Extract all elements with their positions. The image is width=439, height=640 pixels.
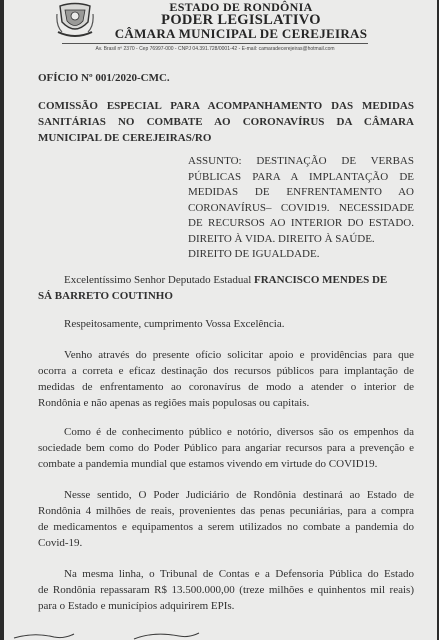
document-number: OFÍCIO Nº 001/2020-CMC.	[38, 72, 170, 84]
subject-line: DIREITO DE IGUALDADE.	[188, 248, 320, 260]
letterhead	[4, 0, 437, 64]
paragraph-3-line: Covid-19.	[38, 537, 83, 549]
addressee-line-1	[64, 272, 414, 288]
document-page	[4, 0, 437, 640]
addressee-prefix: Excelentíssimo Senhor Deputado Estadual	[64, 274, 252, 286]
heading-line-2: SANITÁRIAS NO COMBATE AO CORONAVÍRUS DA CÂMARA	[38, 116, 414, 128]
paragraph-1-line: Venho através do presente ofício solicitar apoio e providências para que	[64, 349, 414, 361]
subject-line: DE RECURSOS AO INTERIOR DO ESTADO.	[188, 217, 414, 229]
paragraph-1-line: medidas de enfrentamento ao coronavírus de modo a atender o interior de	[38, 381, 414, 393]
paragraph-2-line: Como é de conhecimento público e notório, diversos são os empenhos da	[64, 426, 414, 438]
letterhead-branch: PODER LEGISLATIVO	[161, 12, 321, 28]
paragraph-2-line: sociedade bem como do Poder Público para angariar recursos para a prevenção e	[38, 442, 414, 454]
paragraph-3-line: de medicamentos e equipamentos a serem utilizados no combate a pandemia do	[38, 521, 414, 533]
paragraph-1-line: ocorra a correta e eficaz destinação dos recursos públicos para implantação de	[38, 365, 414, 377]
letterhead-chamber: CÂMARA MUNICIPAL DE CEREJEIRAS	[114, 26, 368, 41]
signature-marks	[4, 630, 437, 640]
paragraph-4-line: de Rondônia repassaram R$ 13.500.000,00 (treze milhões e quinhentos mil reais)	[38, 584, 414, 596]
heading-line-1: COMISSÃO ESPECIAL PARA ACOMPANHAMENTO DAS MEDIDAS	[38, 100, 414, 112]
paragraph-3-line: Rondônia 4 milhões de reais, provenientes das penas pecuniárias, para a compra	[38, 505, 414, 517]
letterhead-state: ESTADO DE RONDÔNIA	[169, 0, 313, 14]
subject-line: ASSUNTO: DESTINAÇÃO DE VERBAS	[188, 155, 414, 167]
letterhead-divider	[62, 43, 368, 44]
subject-line: MEDIDAS DE ENFRENTAMENTO AO	[188, 186, 414, 198]
addressee-name: FRANCISCO MENDES DE	[254, 274, 388, 286]
paragraph-4-line: Na mesma linha, o Tribunal de Contas e a Defensoria Pública do Estado	[64, 568, 414, 580]
paragraph-3-line: Nesse sentido, O Poder Judiciário de Rondônia destinará ao Estado de	[64, 489, 414, 501]
paragraph-2-line: combate a pandemia mundial que estamos vivendo em virtude do COVID19.	[38, 458, 378, 470]
subject-line: DIREITO À VIDA. DIREITO À SAÚDE.	[188, 232, 375, 245]
coat-of-arms-icon	[56, 2, 94, 38]
subject-line: CORONAVÍRUS– COVID19. NECESSIDADE	[188, 201, 414, 214]
paragraph-1-line: Rondônia e não apenas as regiões mais populosas ou capitais.	[38, 397, 310, 409]
addressee-line-2: SÁ BARRETO COUTINHO	[38, 290, 173, 302]
heading-line-3: MUNICIPAL DE CEREJEIRAS/RO	[38, 132, 212, 144]
letterhead-contact: Av. Brasil nº 2370 - Cep 76997-000 - CNPJ 04.391.728/0001-42 - E-mail: camaradecerejeiras@hotmail.com	[95, 46, 335, 52]
paragraph-4-line: para o Estado e municípios adquirirem EPIs.	[38, 600, 235, 612]
greeting: Respeitosamente, cumprimento Vossa Excelência.	[64, 318, 285, 330]
subject-line: PÚBLICAS PARA A IMPLANTAÇÃO DE	[188, 170, 414, 183]
